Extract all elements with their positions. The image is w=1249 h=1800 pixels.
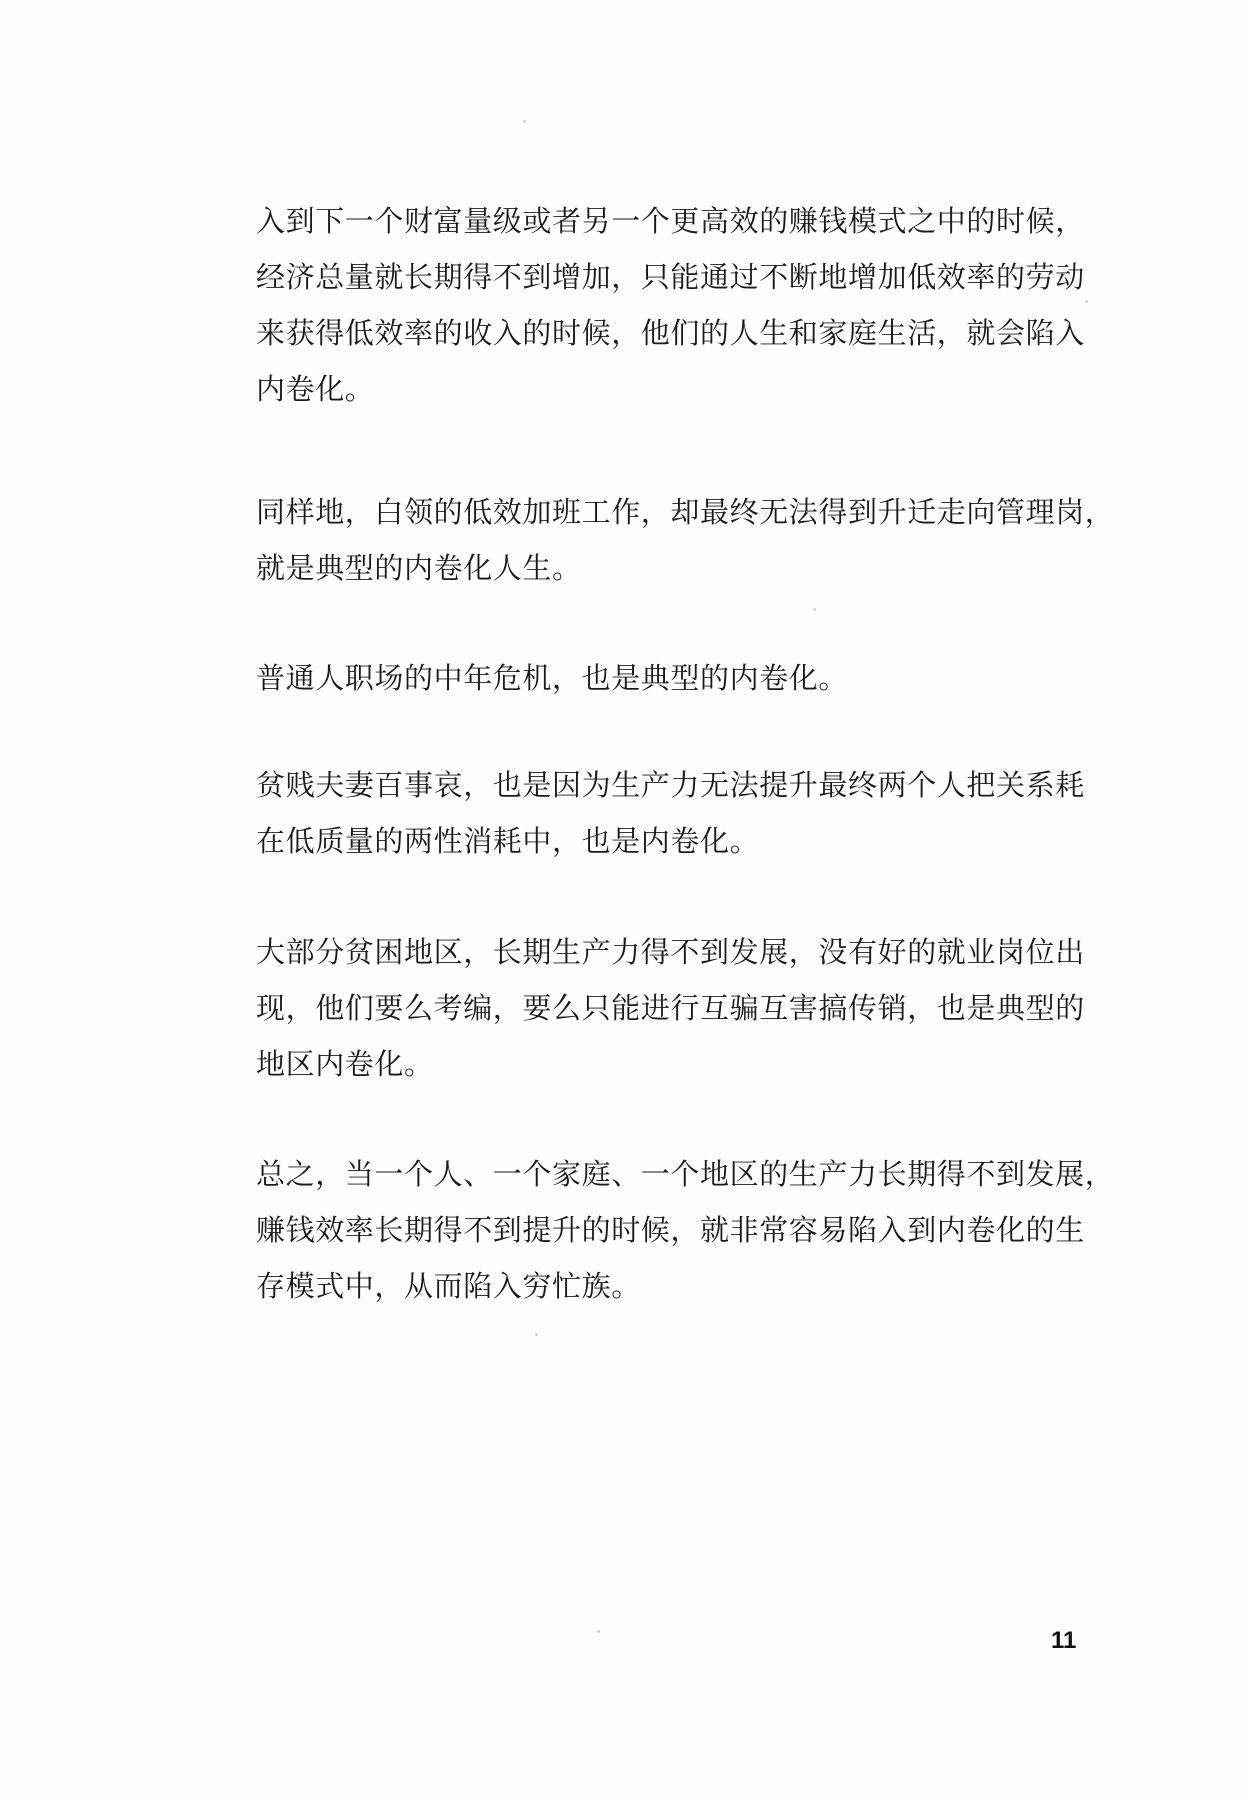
paragraph-line: 同样地，白领的低效加班工作，却最终无法得到升迁走向管理岗， <box>256 495 1115 529</box>
paragraph-5 <box>256 924 1086 1092</box>
paragraph-line: 就是典型的内卷化人生。 <box>256 551 582 585</box>
paragraph-line: 内卷化。 <box>256 372 375 406</box>
paragraph-line: 大部分贫困地区，长期生产力得不到发展，没有好的就业岗位出 <box>256 935 1085 969</box>
paragraph-6 <box>256 1146 1115 1314</box>
scan-speck <box>535 1333 538 1336</box>
paragraph-line: 现，他们要么考编，要么只能进行互骗互害搞传销，也是典型的 <box>256 991 1085 1025</box>
scan-speck <box>813 608 816 611</box>
paragraph-line: 总之，当一个人、一个家庭、一个地区的生产力长期得不到发展， <box>256 1157 1115 1191</box>
paragraph-3 <box>256 650 1086 706</box>
paragraph-line: 赚钱效率长期得不到提升的时候，就非常容易陷入到内卷化的生 <box>256 1213 1085 1247</box>
paragraph-line: 入到下一个财富量级或者另一个更高效的赚钱模式之中的时候， <box>256 204 1085 238</box>
paragraph-1 <box>256 193 1086 417</box>
page-number: 11 <box>1051 1627 1077 1654</box>
paragraph-line: 普通人职场的中年危机，也是典型的内卷化。 <box>256 661 849 695</box>
paragraph-line: 经济总量就长期得不到增加，只能通过不断地增加低效率的劳动 <box>256 260 1085 294</box>
paragraph-line: 存模式中，从而陷入穷忙族。 <box>256 1269 641 1303</box>
scan-speck <box>597 1630 600 1633</box>
paragraph-line: 来获得低效率的收入的时候，他们的人生和家庭生活，就会陷入 <box>256 316 1085 350</box>
paragraph-line: 贫贱夫妻百事哀，也是因为生产力无法提升最终两个人把关系耗 <box>256 768 1085 802</box>
paragraph-4 <box>256 757 1086 869</box>
scan-speck <box>523 120 526 123</box>
paragraph-line: 地区内卷化。 <box>256 1047 434 1081</box>
scan-speck <box>1085 300 1088 303</box>
paragraph-line: 在低质量的两性消耗中，也是内卷化。 <box>256 824 760 858</box>
paragraph-2 <box>256 484 1115 596</box>
